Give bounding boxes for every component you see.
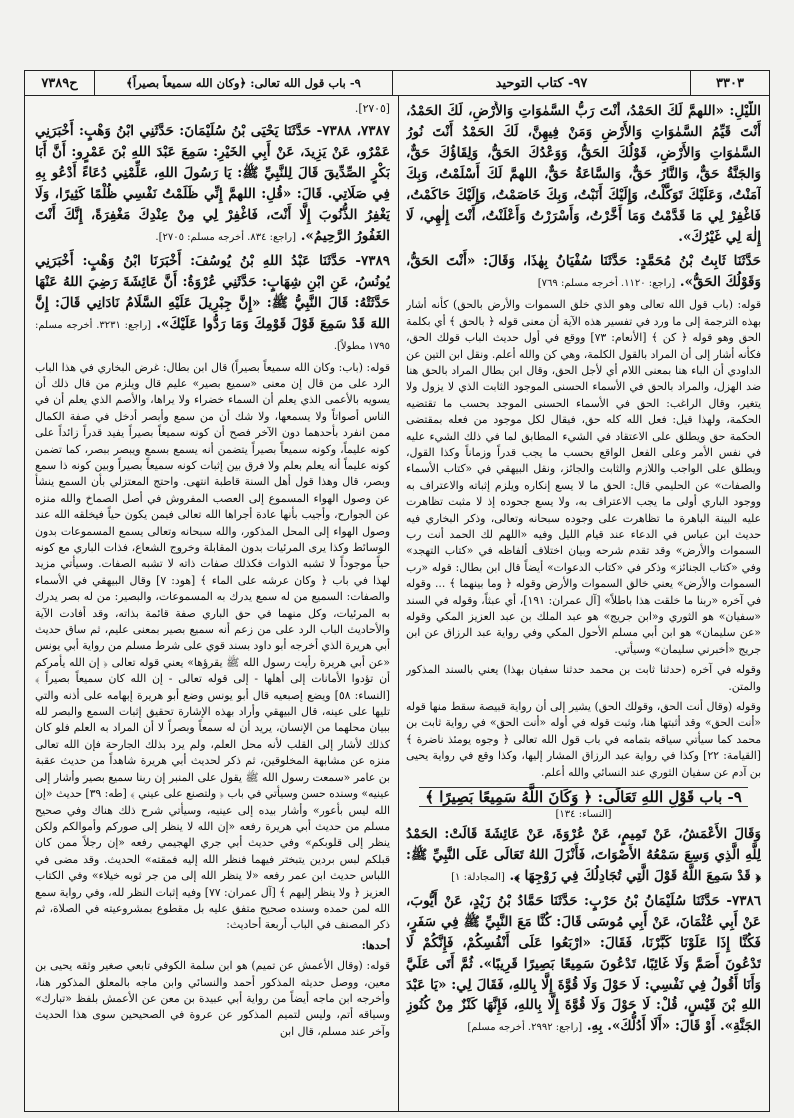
- hadith-reference: [المجادلة: ١]: [451, 871, 505, 883]
- page-number: ٣٣٠٣: [716, 75, 744, 91]
- hadith-body: ٧٣٨٩- حَدَّثَنَا عَبْدُ اللهِ بْنُ يُوسُفَ: أَخْبَرَنَا ابْنُ وَهْبٍ: أَخْبَرَنِي يُونُسُ، عَنِ ابْنِ شِهَابٍ: حَدَّثَنِي عُرْوَةُ: أَنَّ عَائِشَةَ رَضِيَ اللهُ عَنْهَا حَدَّثَتْهُ: قَالَ النَّبِيُّ ﷺ: «إِنَّ جِبْرِيلَ عَلَيْهِ السَّلَامُ نَادَانِي قَالَ: إِنَّ اللهَ قَدْ سَمِعَ قَوْلَ قَوْمِكَ وَمَا رَدُّوا عَلَيْكَ».: [35, 252, 390, 332]
- hadith-reference: [راجع: ٣٢٣١. أخرجه مسلم: ١٧٩٥ مطولاً].: [35, 319, 390, 352]
- book-title: ٩٧- كتاب التوحيد: [393, 71, 691, 95]
- hadith-reference: [راجع: ٨٣٤. أخرجه مسلم: ٢٧٠٥].: [155, 232, 297, 244]
- commentary-paragraph: [35, 938, 390, 954]
- hadith-text: [35, 251, 390, 356]
- hadith-body: حَدَّثَنَا ثَابِتُ بْنُ مُحَمَّدٍ: حَدَّثَنَا سُفْيَانُ بِهٰذَا، وَقَالَ: «أَنْتَ الحَقُّ، وَقَوْلُكَ الحَقُّ».: [406, 253, 761, 291]
- section-label: أحدها:: [361, 938, 390, 952]
- commentary-paragraph: وقوله في آخره (حدثنا ثابت بن محمد حدثنا سفيان بهذا) يعني بالسند المذكور والمتن.: [406, 663, 761, 693]
- commentary-paragraph: قوله: (وقال الأعمش عن تميم) هو ابن سلمة الكوفي تابعي صغير وثقه يحيى بن معين، ووصل حديثه المذكور أحمد والنسائي وابن ماجه بالمعلق المذكور هنا، وأخرجه ابن ماجه أيضاً من رواية أبي عبيدة بن معن عن الأعمش بلفظ «تبارك» وسياقه أتم، وليس لتميم المذكور عن عروة في الصحيحين سوى هذا الحديث وآخر عند مسلم، قال ابن: [35, 959, 390, 1038]
- hadith-text: [406, 891, 761, 1037]
- hadith-text: [406, 251, 761, 293]
- commentary-paragraph: قوله: (باب قول الله تعالى وهو الذي خلق السموات والأرض بالحق) كأنه أشار بهذه الترجمة إلى ما ورد في تفسير هذه الآية أن معنى قوله ﴿ بالحق ﴾ أي بكلمة الحق وهو قوله ﴿ كن ﴾ [الأنعام: ٧٣] ووقع في أول حديث الباب قولك الحق، فكأنه أشار إلى أن المراد بالقول الكلمة، وهي كن والله أعلم. ونقل ابن التين عن الداودي أن الباء هنا بمعنى اللام أي لأجل الحق، وقال ابن بطال المراد بالحق هنا ضد الهزل، والمراد بالحق في الأسماء الحسنى الموجود الثابت الذي لا يزول ولا يتغير، وقال الراغب: الحق في الأسماء الحسنى الموجد بحسب ما تقتضيه الحكمة، ولهذا قيل: فعل الله كله حق، فيقال لكل موجود من فعله بمقتضى الحكمة حق ويطلق على الاعتقاد في الشيء المطابق لما في ذلك الشيء عليه في نفس الأمر وعلى الفعل الواقع بحسب ما يجب قدراً وزماناً وكذا القول، ويطلق على الواجب واللازم والثابت والجائز، ونقل البيهقي في «كتاب الأسماء والصفات» عن الحليمي قال: الحق ما لا يسع إنكاره ويلزم إثباته والاعتراف به ووجود الباري أولى ما يجب الاعتراف به، ولا يسع جحوده إذ لا مثبت تظاهرت عليه البينة الباهرة ما تظاهرت على وجوده سبحانه وتعالى، وذكر البخاري فيه حديث ابن عباس في الدعاء عند قيام الليل وفيه «اللهم لك الحمد أنت رب السموات والأرض» وقد تقدم شرحه وبيان اختلاف ألفاظه في «كتاب التهجد» وفي «كتاب الجنائز» وذكر في «كتاب الدعوات» أيضاً قال ابن بطال: قوله «رب السموات والأرض» يعني خالق السموات والأرض وقوله ﴿ وما بينهما ﴾ ... وقوله في آخره «ربنا ما خلقت هذا باطلاً» [آل عمران: ١٩١]، أي عبثاً، وقوله في السند «سفيان» هو الثوري و«ابن جريج» هو عبد الملك بن عبد العزيز المكي وقوله «عن سليمان» هو ابن أبي مسلم الأحول المكي وفي رواية عبد الرزاق عن ابن جريج «أخبرني سليمان» وسيأتي.: [406, 298, 761, 656]
- column-divider: [398, 95, 399, 1111]
- chapter-heading-reference: [النساء: ١٣٤]: [555, 809, 612, 821]
- hadith-text: [406, 101, 761, 247]
- right-column: [406, 101, 761, 1103]
- hadith-reference: [٢٧٠٥].: [354, 102, 390, 115]
- hadith-text: [35, 121, 390, 247]
- chapter-title: ٩- باب قول الله تعالى: ﴿وكان الله سميعاً بصيراً﴾: [95, 71, 393, 95]
- commentary-paragraph: قوله: (باب: وكان الله سميعاً بصيراً) قال ابن بطال: غرض البخاري في هذا الباب الرد على من قال إن معنى «سميع بصير» عليم قال ويلزم من قال ذلك أن يسويه بالأعمى الذي يعلم أن السماء خضراء ولا يراها، والأصم الذي يعلم أن في الناس أصواتاً ولا يسمعها، ولا شك أن من سمع وأبصر أدخل في صفة الكمال ممن انفرد بأحدهما دون الآخر فصح أن كونه سميعاً بصيراً يفيد قدراً زائداً على كونه عليماً، وكونه سميعاً بصيراً يتضمن أنه يسمع بسمع ويبصر ببصر، كما تضمن كونه عليماً أنه يعلم بعلم ولا فرق بين إثبات كونه سميعاً بصيراً وبين كونه ذا سمع وبصر، قال وهذا قول أهل السنة قاطبة انتهى. واحتج المعتزلي بأن السمع ينشأ عن وصول الهواء المسموع إلى العصب المفروش في أصل الصماخ والله منزه عن الجوارح، وأجيب بأنها عادة أجراها الله تعالى فيمن يكون حياً فيخلقه الله عند وصول الهواء إلى المحل المذكور، والله سبحانه وتعالى يسمع المسموعات بدون الوسائط وكذا يرى المرئيات بدون المقابلة وخروج الشعاع، فذات الباري مع كونه حياً موجوداً لا تشبه الذوات فكذلك صفات ذاته لا تشبه الصفات. وسيأتي مزيد لهذا في باب ﴿ وكان عرشه على الماء ﴾ [هود: ٧] وقال البيهقي في الأسماء والصفات: السميع من له سمع يدرك به المسموعات، والبصير: من له بصر يدرك به المرئيات، وكل منهما في حق الباري صفة قائمة بذاته، وقد أفادت الآية والأحاديث الباب الرد على من زعم أنه سميع بصير بمعنى عليم، ثم ساق حديث أبي هريرة الذي أخرجه أبو داود بسند قوي على شرط مسلم من رواية أبي يونس «عن أبي هريرة رأيت رسول الله ﷺ يقرؤها» يعني قوله تعالى ﴿ إن الله يأمركم أن تؤدوا الأمانات إلى أهلها - إلى قوله تعالى - إن الله كان سميعاً بصيراً ﴾ [النساء: ٥٨] ويضع إصبعيه قال أبو يونس وضع أبو هريرة إبهامه على أذنه والتي تليها على عينه، قال البيهقي وأراد بهذه الإشارة تحقيق إثبات السمع والبصر لله ببيان محلهما من الإنسان، يريد أن له سمعاً وبصراً لا أن المراد به العلم فلو كان كذلك لأشار إلى القلب لأنه محل العلم، ولم يرد بذلك الجارحة فإن الله تعالى منزه عن مشابهة المخلوقين، ثم ذكر لحديث أبي هريرة شاهداً من حديث عقبة بن عامر «سمعت رسول الله ﷺ يقول على المنبر إن ربنا سميع بصير وأشار إلى عينيه» وسنده حسن وسيأتي في باب ﴿ ولتصنع على عيني ﴾ [طه: ٣٩] حديث «إن الله ليس بأعور» وأشار بيده إلى عينيه، وسيأتي شرح ذلك هناك وفي صحيح مسلم من حديث أبي هريرة رفعه «إن الله لا ينظر إلى صوركم وأموالكم ولكن ينظر إلى قلوبكم» وفي حديث أبي جري الهجيمي رفعه «إن رجلاً ممن كان قبلكم لبس بردين يتبختر فيهما فنظر الله إليه فمقته» الحديث. وقد مضى في اللباس حديث ابن عمر رفعه «لا ينظر الله إلى من جر ثوبه خيلاء» وفي الكتاب العزيز ﴿ ولا ينظر إليهم ﴾ [آل عمران: ٧٧] وفيه إثبات النظر لله، وفي رواية سمع الله لمن حمده وسنده صحيح متفق عليه بل مقطوع بمشروعيته في الصلاة، ثم ذكر المصنف في الباب أربعة أحاديث:: [35, 360, 390, 932]
- left-column: [35, 101, 390, 1103]
- hadith-reference: [راجع: ٢٩٩٢. أخرجه مسلم]: [467, 1022, 583, 1034]
- commentary-paragraph: وقوله (وقال أنت الحق، وقولك الحق) يشير إلى أن رواية قبيصة سقط منها قوله «أنت الحق» وقد أثبتها هنا، وثبت قوله في أوله «أنت الحق» في رواية ثابت بن محمد كما سيأتي سياقه بتمامه في باب قول الله تعالى ﴿ وجوه يومئذ ناضرة ﴾ [القيامة: ٢٢] وكذا في رواية عبد الرزاق المشار إليها، وكذا وقع في رواية يحيى بن آدم عن سفيان الثوري عند النسائي والله أعلم.: [406, 700, 761, 779]
- hadith-body: ٧٣٨٦- حَدَّثَنَا سُلَيْمَانُ بْنُ حَرْبٍ: حَدَّثَنَا حَمَّادُ بْنُ زَيْدٍ، عَنْ أَيُّوبَ، عَنْ أَبِي عُثْمَانَ، عَنْ أَبِي مُوسَى قَالَ: كُنَّا مَعَ النَّبِيِّ ﷺ فِي سَفَرٍ، فَكُنَّا إِذَا عَلَوْنَا كَبَّرْنَا، فَقَالَ: «ارْبَعُوا عَلَى أَنْفُسِكُمْ، فَإِنَّكُمْ لَا تَدْعُونَ أَصَمَّ وَلَا غَائِبًا، تَدْعُونَ سَمِيعًا بَصِيرًا قَرِيبًا». ثُمَّ أَتَى عَلَيَّ وَأَنَا أَقُولُ فِي نَفْسِي: لَا حَوْلَ وَلَا قُوَّةَ إِلَّا بِاللهِ، فَقَالَ لِي: «يَا عَبْدَ اللهِ بْنَ قَيْسٍ، قُلْ: لَا حَوْلَ وَلَا قُوَّةَ إِلَّا بِاللهِ، فَإِنَّهَا كَنْزٌ مِنْ كُنُوزِ الجَنَّةِ». أَوْ قَالَ: «أَلَا أَدُلُّكَ». بِهِ.: [406, 892, 761, 1035]
- running-header: [25, 71, 769, 96]
- chapter-heading-text: ٩- باب قَوْلِ اللهِ تَعَالَى: ﴿ وَكَانَ اللَّهُ سَمِيعًا بَصِيرًا ﴾: [419, 787, 748, 807]
- book-page: [24, 70, 770, 1112]
- hadith-reference: [راجع: ١١٢٠. أخرجه مسلم: ٧٦٩]: [537, 278, 676, 290]
- hadith-range-number: ح٧٣٨٩: [25, 71, 95, 95]
- hadith-body: وَقَالَ الأَعْمَشُ، عَنْ تَمِيمٍ، عَنْ عُرْوَةَ، عَنْ عَائِشَةَ قَالَتْ: الحَمْدُ لِلَّهِ الَّذِي وَسِعَ سَمْعُهُ الأَصْوَاتَ، فَأَنْزَلَ اللهُ تَعَالَى عَلَى النَّبِيِّ ﷺ: ﴿ قَدْ سَمِعَ اللَّهُ قَوْلَ الَّتِي تُجَادِلُكَ فِي زَوْجِهَا ﴾.: [406, 826, 761, 884]
- chapter-heading: [406, 787, 761, 807]
- hadith-body: ٧٣٨٧، ٧٣٨٨- حَدَّثَنَا يَحْيَى بْنُ سُلَيْمَانَ: حَدَّثَنِي ابْنُ وَهْبٍ: أَخْبَرَنِي عَمْرٌو، عَنْ يَزِيدَ، عَنْ أَبِي الخَيْرِ: سَمِعَ عَبْدَ اللهِ بْنَ عَمْرٍو: أَنَّ أَبَا بَكْرٍ الصِّدِّيقَ قَالَ لِلنَّبِيِّ ﷺ: يَا رَسُولَ اللهِ، عَلِّمْنِي دُعَاءً أَدْعُو بِهِ فِي صَلَاتِي. قَالَ: «قُلِ: اللهمَّ إِنِّي ظَلَمْتُ نَفْسِي ظُلْمًا كَثِيرًا، وَلَا يَغْفِرُ الذُّنُوبَ إِلَّا أَنْتَ، فَاغْفِرْ لِي مِنْ عِنْدِكَ مَغْفِرَةً، إِنَّكَ أَنْتَ الغَفُورُ الرَّحِيمُ».: [35, 123, 390, 245]
- hadith-text: [406, 824, 761, 887]
- hadith-body: اللَّيْلِ: «اللهمَّ لَكَ الحَمْدُ، أَنْتَ رَبُّ السَّمٰوَاتِ وَالأَرْضِ، لَكَ الحَمْدُ، أَنْتَ قَيِّمُ السَّمٰوَاتِ وَالأَرْضِ وَمَنْ فِيهِنَّ، لَكَ الحَمْدُ أَنْتَ نُورُ السَّمٰوَاتِ وَالأَرْضِ، قَوْلُكَ الحَقُّ، وَوَعْدُكَ الحَقُّ، وَلِقَاؤُكَ حَقٌّ، وَالجَنَّةُ حَقٌّ، وَالنَّارُ حَقٌّ، وَالسَّاعَةُ حَقٌّ، اللهمَّ لَكَ أَسْلَمْتُ، وَبِكَ آمَنْتُ، وَعَلَيْكَ تَوَكَّلْتُ، وَإِلَيْكَ أَنَبْتُ، وَبِكَ خَاصَمْتُ، وَإِلَيْكَ حَاكَمْتُ، فَاغْفِرْ لِي مَا قَدَّمْتُ وَمَا أَخَّرْتُ، وَأَسْرَرْتُ وَأَعْلَنْتُ، أَنْتَ إِلٰهِي، لَا إِلٰهَ لِي غَيْرُكَ».: [406, 103, 761, 245]
